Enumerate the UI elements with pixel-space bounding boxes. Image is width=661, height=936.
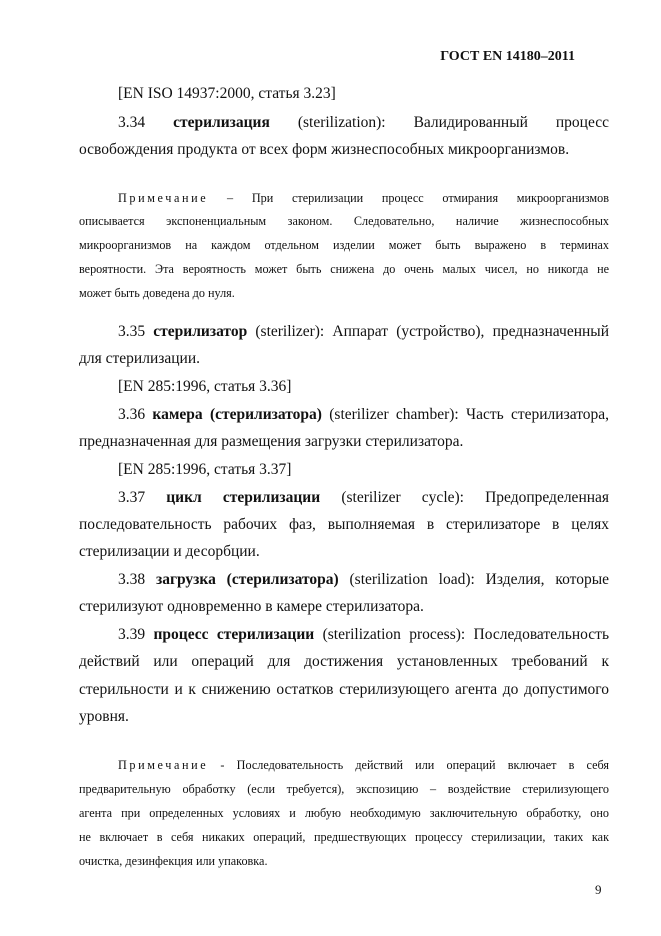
note-1-line-5: может быть доведена до нуля. xyxy=(79,286,235,300)
term-name: камера (стерилизатора) xyxy=(152,406,322,423)
term-3-36-line-1 xyxy=(118,405,609,425)
term-3-39-line-1 xyxy=(118,625,609,645)
term-3-35-line-1 xyxy=(118,322,609,342)
page-number: 9 xyxy=(595,882,602,897)
term-3-39-line-4: уровня. xyxy=(79,708,129,725)
term-name: процесс стерилизации xyxy=(153,626,315,643)
term-number: 3.34 xyxy=(118,114,146,131)
reference-line: [EN 285:1996, статья 3.36] xyxy=(118,378,292,395)
note-label: Примечание xyxy=(118,758,209,772)
term-3-36-line-2: предназначенная для размещения загрузки стерилизатора. xyxy=(79,433,464,450)
term-number: 3.39 xyxy=(118,626,146,643)
term-number: 3.36 xyxy=(118,406,146,423)
note-2-line-5: очистка, дезинфекция или упаковка. xyxy=(79,854,268,868)
standard-header: ГОСТ EN 14180–2011 xyxy=(440,49,575,64)
note-1-line-2: описывается экспоненциальным законом. Следовательно, наличие жизнеспособных xyxy=(79,214,609,228)
reference-line: [EN ISO 14937:2000, статья 3.23] xyxy=(118,85,336,102)
note-2-line-4: не включает в себя никаких операций, предшествующих процессу стерилизации, таких как xyxy=(79,830,609,844)
term-3-38-line-2: стерилизуют одновременно в камере стерилизатора. xyxy=(79,598,424,615)
term-english: (sterilization): xyxy=(297,114,386,131)
term-name: стерилизатор xyxy=(153,323,248,340)
term-number: 3.37 xyxy=(118,489,146,506)
term-3-37-line-1 xyxy=(118,488,609,508)
term-definition: (sterilization load): Изделия, которые xyxy=(349,571,609,588)
term-word: Валидированный xyxy=(413,114,528,131)
term-3-34-line-1 xyxy=(118,113,609,133)
reference-line: [EN 285:1996, статья 3.37] xyxy=(118,461,292,478)
note-1-line-3: микроорганизмов на каждом отдельном изделии может быть выражено в терминах xyxy=(79,238,609,252)
note-label: Примечание xyxy=(118,191,209,205)
note-2-line-1 xyxy=(118,757,609,773)
term-3-34-line-2: освобождения продукта от всех форм жизнеспособных микроорганизмов. xyxy=(79,141,570,158)
term-definition: (sterilizer chamber): Часть стерилизатора, xyxy=(329,406,610,423)
note-2-line-3: агента при определенных условиях и любую необходимую заключительную обработку, оно xyxy=(79,806,609,820)
term-definition: (sterilizer): Аппарат (устройство), предназначенный xyxy=(255,323,610,340)
term-3-37-line-2: последовательность рабочих фаз, выполняемая в стерилизаторе в целях xyxy=(79,516,609,533)
term-3-37-line-3: стерилизации и десорбции. xyxy=(79,543,260,560)
term-3-35-line-2: для стерилизации. xyxy=(79,350,200,367)
term-definition: (sterilization process): Последовательность xyxy=(322,626,610,643)
note-2-line-2: предварительную обработку (если требуется), экспозицию – воздействие стерилизующего xyxy=(79,782,609,796)
term-name: загрузка (стерилизатора) xyxy=(155,571,339,588)
term-definition: (sterilizer cycle): Предопределенная xyxy=(341,489,610,506)
term-3-39-line-2: действий или операций для достижения установленных требований к xyxy=(79,653,609,670)
note-1-line-1 xyxy=(118,190,609,206)
term-3-39-line-3: стерильности и к снижению остатков стерилизующего агента до допустимого xyxy=(79,681,609,698)
term-word: процесс xyxy=(555,114,610,131)
term-name: цикл стерилизации xyxy=(166,489,321,506)
term-3-38-line-1 xyxy=(118,570,609,590)
term-number: 3.35 xyxy=(118,323,146,340)
term-name: стерилизация xyxy=(173,114,270,131)
note-1-line-4: вероятности. Эта вероятность может быть снижена до очень малых чисел, но никогда не xyxy=(79,262,609,276)
term-number: 3.38 xyxy=(118,571,146,588)
note-text: - Последовательность действий или операций включает в себя xyxy=(220,758,610,772)
note-text: – При стерилизации процесс отмирания микроорганизмов xyxy=(226,191,609,205)
